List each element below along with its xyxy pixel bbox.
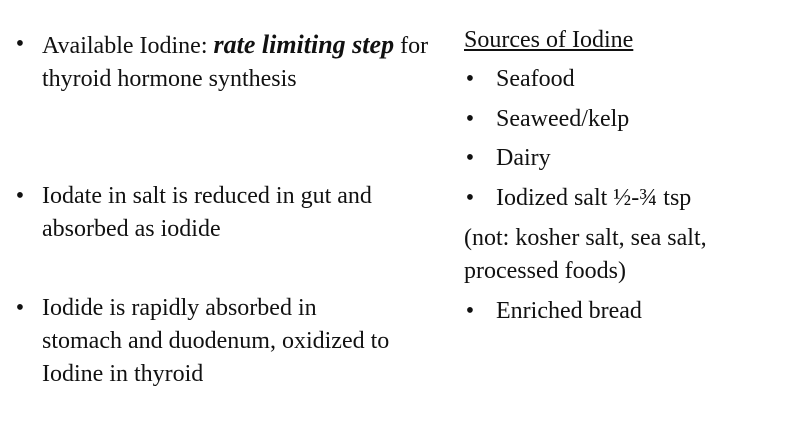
bullet-dot: •: [465, 145, 475, 171]
exclusion-note: (not: kosher salt, sea salt, processed foods): [464, 225, 707, 284]
bullet-dot: •: [15, 31, 25, 57]
source-item-seaweed: [460, 103, 780, 136]
bullet-dot: •: [465, 298, 475, 324]
rate-limiting-emphasis: rate limiting step: [213, 30, 395, 59]
source-item-iodized-salt: [460, 182, 780, 215]
bullet-dot: •: [15, 295, 25, 321]
bullet-dot: •: [465, 106, 475, 132]
source-item-enriched-bread: [460, 295, 780, 328]
sources-heading: Sources of Iodine: [464, 27, 634, 53]
bullet-dot: •: [465, 66, 475, 92]
source-item-dairy: [460, 142, 780, 175]
source-item-seafood: [460, 63, 780, 96]
source-label: Dairy: [496, 145, 551, 171]
bullet-prefix: Available Iodine:: [42, 33, 214, 59]
bullet-text: [42, 28, 432, 96]
bullet-dot: •: [15, 183, 25, 209]
bullet-text: Iodate in salt is reduced in gut and absorbed as iodide: [42, 183, 372, 242]
source-label: Enriched bread: [496, 298, 642, 324]
bullet-suffix: for thyroid hormone synthesis: [42, 33, 429, 92]
bullet-text: Iodide is rapidly absorbed in stomach and duodenum, oxidized to Iodine in thyroid: [42, 295, 390, 387]
source-label: Iodized salt ½-¾ tsp: [496, 185, 692, 211]
bullet-dot: •: [465, 185, 475, 211]
source-label: Seaweed/kelp: [496, 106, 630, 132]
source-label: Seafood: [496, 66, 575, 92]
